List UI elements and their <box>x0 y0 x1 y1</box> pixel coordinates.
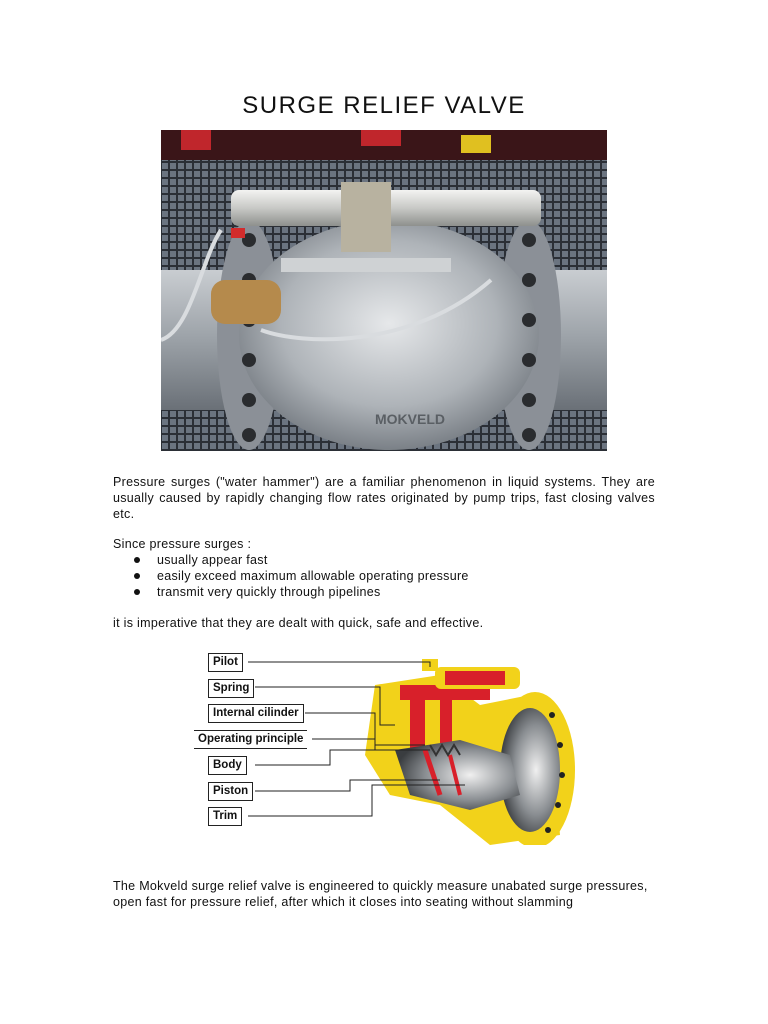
list-item: easily exceed maximum allowable operating pressure <box>113 568 469 584</box>
list-item: transmit very quickly through pipelines <box>113 584 469 600</box>
label-operating-principle: Operating principle <box>194 730 307 749</box>
page-title: SURGE RELIEF VALVE <box>242 92 526 119</box>
bullet-icon <box>134 573 140 579</box>
label-spring: Spring <box>208 679 254 698</box>
since-label: Since pressure surges : <box>113 537 252 551</box>
closing-paragraph: The Mokveld surge relief valve is engineered to quickly measure unabated surge pressures, open fast for pressure relief, after which it closes into seating without slamming <box>113 879 648 909</box>
imperative-paragraph: it is imperative that they are dealt with quick, safe and effective. <box>113 616 484 630</box>
label-internal-cilinder: Internal cilinder <box>208 704 304 723</box>
valve-cutaway-diagram <box>190 645 590 845</box>
valve-photo <box>161 130 607 451</box>
list-item: usually appear fast <box>113 552 469 568</box>
label-piston: Piston <box>208 782 253 801</box>
nameplate-text: MOKVELD <box>375 411 445 427</box>
label-body: Body <box>208 756 247 775</box>
bullet-icon <box>134 557 140 563</box>
intro-paragraph: Pressure surges ("water hammer") are a familiar phenomenon in liquid systems. They are usually caused by rapidly changing flow rates originated by pump trips, fast closing valves etc. <box>113 475 655 521</box>
surge-bullet-list <box>113 552 469 600</box>
label-trim: Trim <box>208 807 242 826</box>
label-pilot: Pilot <box>208 653 243 672</box>
bullet-icon <box>134 589 140 595</box>
